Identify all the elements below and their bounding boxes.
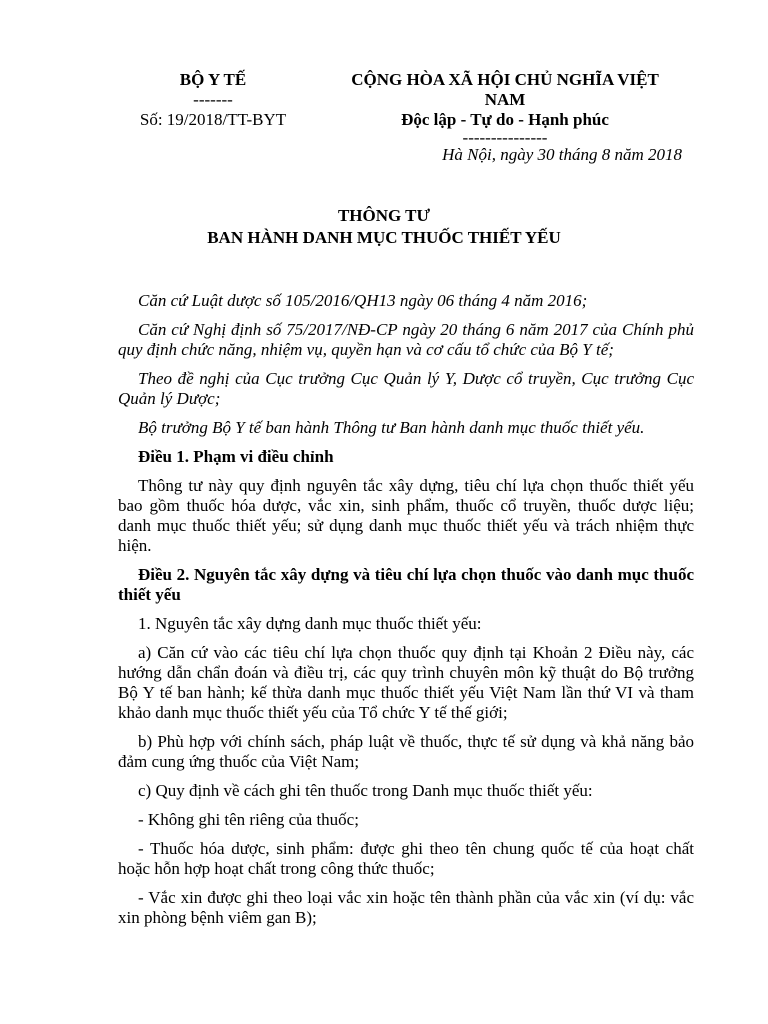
republic-name: CỘNG HÒA XÃ HỘI CHỦ NGHĨA VIỆT NAM: [351, 70, 659, 109]
article-2-item: - Vắc xin được ghi theo loại vắc xin hoặc tên thành phần của vắc xin (ví dụ: vắc xin phòng bệnh viêm gan B);: [118, 888, 694, 927]
article-2-item: b) Phù hợp với chính sách, pháp luật về thuốc, thực tế sử dụng và khả năng bảo đảm cung ứng thuốc của Việt Nam;: [118, 732, 694, 771]
article-2-heading: Điều 2. Nguyên tắc xây dựng và tiêu chí lựa chọn thuốc vào danh mục thuốc thiết yếu: [118, 565, 694, 604]
article-2-item: 1. Nguyên tắc xây dựng danh mục thuốc thiết yếu:: [138, 614, 482, 633]
national-header: [340, 70, 670, 148]
article-2-item: - Thuốc hóa dược, sinh phẩm: được ghi theo tên chung quốc tế của hoạt chất hoặc hỗn hợp hoạt chất trong công thức thuốc;: [118, 839, 694, 878]
preamble-line: Căn cứ Nghị định số 75/2017/NĐ-CP ngày 20 tháng 6 năm 2017 của Chính phủ quy định chức năng, nhiệm vụ, quyền hạn và cơ cấu tổ chức của Bộ Y tế;: [118, 320, 694, 359]
national-motto: Độc lập - Tự do - Hạnh phúc: [401, 110, 609, 129]
article-1-heading: Điều 1. Phạm vi điều chỉnh: [138, 447, 334, 466]
article-2-item: a) Căn cứ vào các tiêu chí lựa chọn thuốc quy định tại Khoản 2 Điều này, các hướng dẫn chẩn đoán và điều trị, các quy trình chuyên môn kỹ thuật do Bộ trưởng Bộ Y tế ban hành; kế thừa danh mục thuốc thiết yếu Việt Nam lần thứ VI và tham khảo danh mục thuốc thiết yếu của Tổ chức Y tế thế giới;: [118, 643, 694, 722]
preamble-line: Bộ trưởng Bộ Y tế ban hành Thông tư Ban hành danh mục thuốc thiết yếu.: [138, 418, 645, 437]
document-title: BAN HÀNH DANH MỤC THUỐC THIẾT YẾU: [207, 228, 561, 247]
ministry-rule: -------: [193, 90, 233, 109]
preamble-line: Căn cứ Luật dược số 105/2016/QH13 ngày 06 tháng 4 năm 2016;: [138, 291, 588, 310]
article-2-item: - Không ghi tên riêng của thuốc;: [138, 810, 359, 829]
document-number: Số: 19/2018/TT-BYT: [139, 110, 287, 129]
ministry-name: BỘ Y TẾ: [179, 70, 247, 89]
preamble-line: Theo đề nghị của Cục trưởng Cục Quản lý Y, Dược cổ truyền, Cục trưởng Cục Quản lý Dược;: [118, 369, 694, 408]
place-date: Hà Nội, ngày 30 tháng 8 năm 2018: [442, 145, 682, 164]
article-1-text: Thông tư này quy định nguyên tắc xây dựng, tiêu chí lựa chọn thuốc thiết yếu bao gồm thuốc hóa dược, vắc xin, sinh phẩm, thuốc cổ truyền, thuốc dược liệu; danh mục thuốc thiết yếu; sử dụng danh mục thuốc thiết yếu và trách nhiệm thực hiện.: [118, 476, 694, 555]
article-2-item: c) Quy định về cách ghi tên thuốc trong Danh mục thuốc thiết yếu:: [138, 781, 593, 800]
motto-rule: ---------------: [462, 128, 548, 147]
document-type: THÔNG TƯ: [337, 206, 431, 225]
document-body: [118, 291, 694, 937]
issuer-block: [118, 70, 308, 130]
